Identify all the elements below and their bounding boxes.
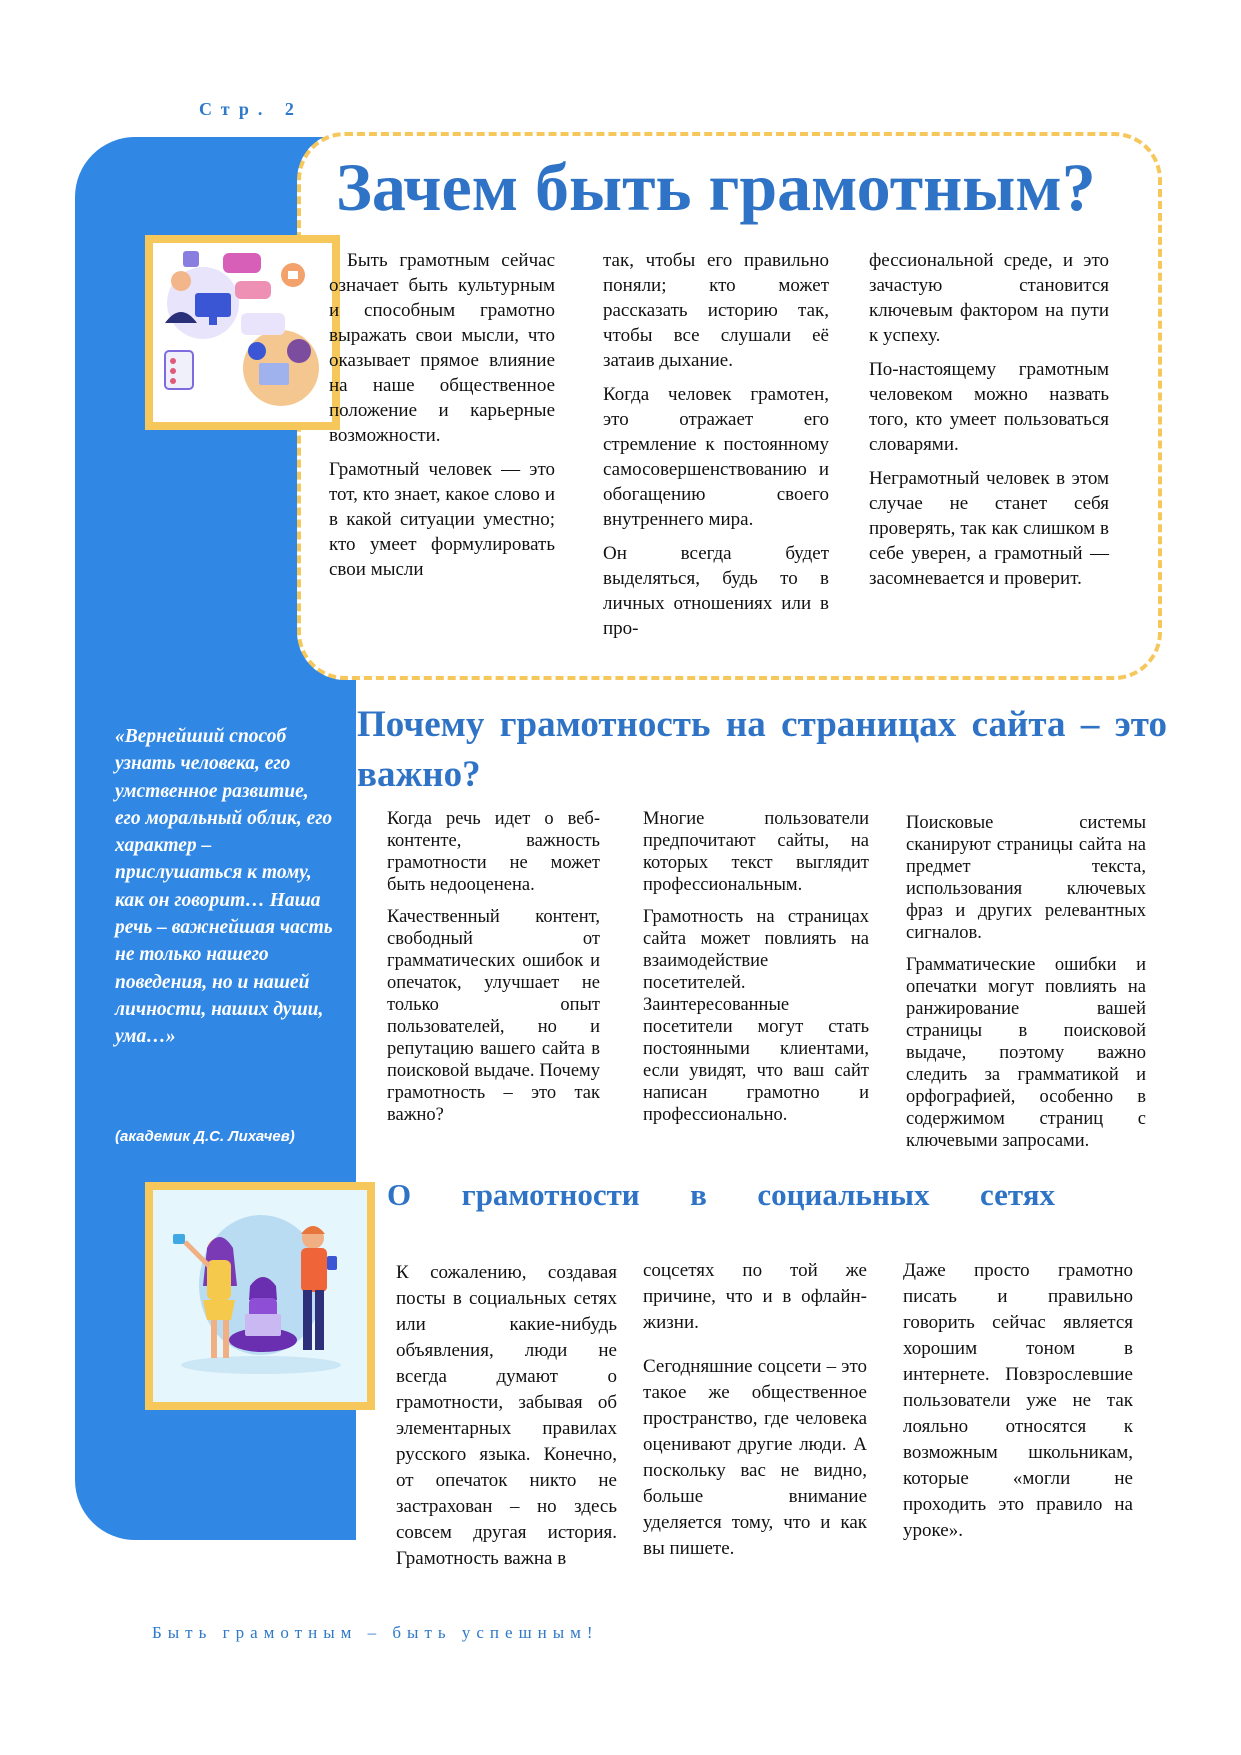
paragraph: Грамотный человек — это тот, кто знает, какое слово и в какой ситуации уместно; кто умеет формулировать свои мысли: [329, 459, 555, 580]
section3-column-2: [643, 1258, 867, 1580]
paragraph: Он всегда будет выделяться, будь то в личных отношениях или в про-: [603, 543, 829, 639]
paragraph: Качественный контент, свободный от грамматических ошибок и опечаток, улучшает не только опыт пользователей, но и репутацию вашего сайта в поисковой выдаче. Почему грамотность – это так важно?: [387, 907, 600, 1125]
section3-title: О грамотности в социальных сетях: [387, 1177, 1055, 1212]
paragraph: Когда человек грамотен, это отражает его стремление к постоянному самосовершенствованию и обогащению своего внутреннего мира.: [603, 384, 829, 530]
paragraph: так, чтобы его правильно поняли; кто может рассказать историю так, чтобы все слушали её затаив дыхание.: [603, 250, 829, 371]
quote-text: «Вернейший способ узнать человека, его умственное развитие, его моральный облик, его характер – прислушаться к тому, как он говорит… Наша речь – важнейшая часть не только нашего поведения, но и нашей личности, наших души, ума…»: [115, 726, 333, 1048]
paragraph: Грамотность на страницах сайта может повлиять на взаимодействие посетителей. Заинтересованные посетители могут стать постоянными клиентами, если увидят, что ваш сайт написан грамотно и профессионально.: [643, 907, 869, 1125]
footer-slogan: Быть грамотным – быть успешным!: [152, 1623, 599, 1642]
paragraph: Грамматические ошибки и опечатки могут повлиять на ранжирование вашей страницы в поисковой выдаче, поэтому важно следить за грамматикой и орфографией, особенно в содержимом страниц с ключевыми запросами.: [906, 955, 1146, 1151]
paragraph: Даже просто грамотно писать и правильно говорить сейчас является хорошим тоном в интернете. Повзрослевшие пользователи уже не так лояльно относятся к возможным школьникам, которые «могли не проходить это правило на уроке».: [903, 1260, 1133, 1541]
paragraph: Сегодняшние соцсети – это такое же общественное пространство, где человека оценивают другие люди. А поскольку вас не видно, больше внимание уделяется тому, что и как вы пишете.: [643, 1356, 867, 1559]
paragraph: Многие пользователи предпочитают сайты, на которых текст выглядит профессиональным.: [643, 809, 869, 895]
section1-column-1: [329, 248, 555, 591]
paragraph: Поисковые системы сканируют страницы сайта на предмет текста, использования ключевых фраз и других релевантных сигналов.: [906, 813, 1146, 943]
paragraph: К сожалению, создавая посты в социальных сетях или какие-нибудь объявления, люди не всегда думают о грамотности, забывая об элементарных правилах русского языка. Конечно, от опечаток никто не застрахован – но здесь совсем другая история. Грамотность важна в: [396, 1262, 617, 1569]
section1-column-2: [603, 248, 829, 650]
people-with-gadgets-icon: [153, 1190, 367, 1402]
quote-author: (академик Д.С. Лихачев): [115, 1128, 295, 1145]
section2-title: Почему грамотность на страницах сайта – это важно?: [357, 704, 1167, 795]
section2-column-1: [387, 808, 600, 1136]
paragraph: Когда речь идет о веб-контенте, важность грамотности не может быть недооценена.: [387, 809, 600, 895]
paragraph: Неграмотный человек в этом случае не станет себя проверять, так как слишком в себе уверен, а грамотный — засомневается и проверит.: [869, 468, 1109, 589]
page-number: Стр. 2: [199, 99, 303, 119]
section2-column-2: [643, 808, 869, 1136]
paragraph: фессиональной среде, и это зачастую становится ключевым фактором на пути к успеху.: [869, 250, 1109, 346]
section3-column-3: [903, 1258, 1133, 1562]
paragraph: соцсетях по той же причине, что и в офлайн-жизни.: [643, 1260, 867, 1333]
social-illustration: [145, 1182, 375, 1410]
people-chatting-icon: [153, 243, 332, 422]
section2-column-3: [906, 812, 1146, 1162]
section1-column-3: [869, 248, 1109, 600]
communication-illustration: [145, 235, 340, 430]
section3-column-1: [396, 1260, 617, 1590]
section1-title: Зачем быть грамотным?: [336, 149, 1096, 225]
paragraph: Быть грамотным сейчас означает быть культурным и способным грамотно выражать свои мысли, что оказывает прямое влияние на наше общественное положение и карьерные возможности.: [329, 250, 555, 446]
paragraph: По-настоящему грамотным человеком можно назвать того, кто умеет пользоваться словарями.: [869, 359, 1109, 455]
